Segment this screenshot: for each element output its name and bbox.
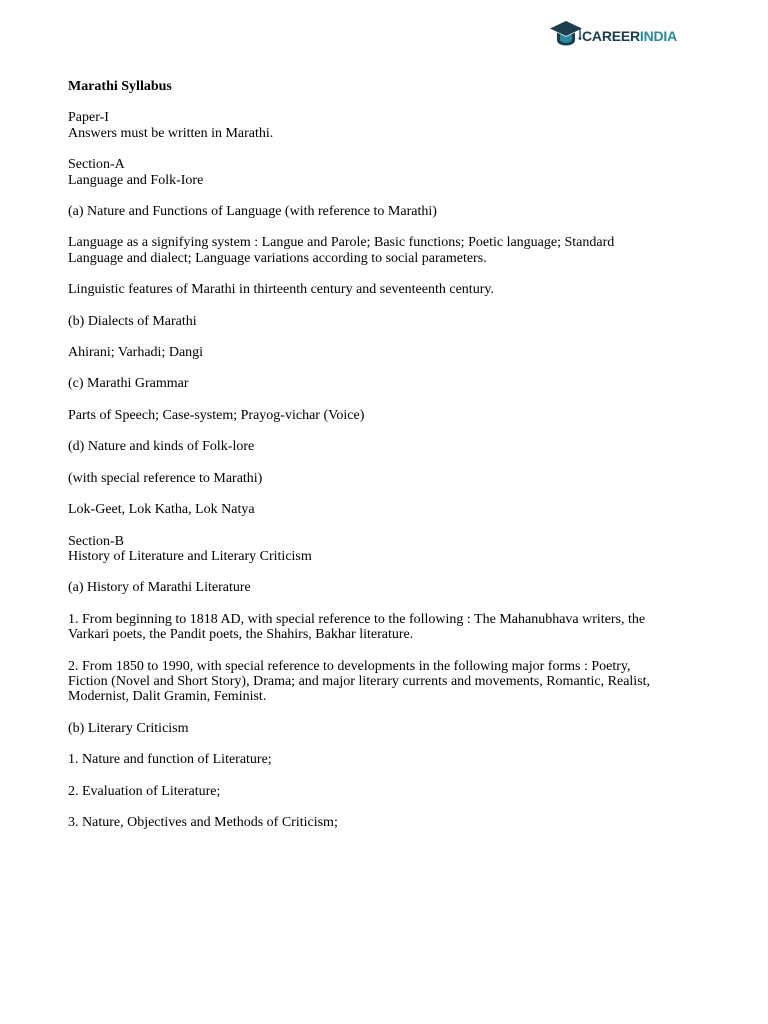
history-heading: (a) History of Marathi Literature bbox=[68, 580, 251, 596]
dialects-heading: (b) Dialects of Marathi bbox=[68, 313, 197, 329]
grammar-heading: (c) Marathi Grammar bbox=[68, 376, 189, 392]
linguistic-features-text: Linguistic features of Marathi in thirteenth century and seventeenth century. bbox=[68, 282, 494, 298]
section-b-heading: Section-B bbox=[68, 533, 124, 549]
graduation-cap-icon bbox=[548, 19, 584, 49]
criticism-heading: (b) Literary Criticism bbox=[68, 720, 189, 736]
careerindia-logo bbox=[548, 19, 677, 49]
dialects-list: Ahirani; Varhadi; Dangi bbox=[68, 345, 204, 361]
folklore-reference: (with special reference to Marathi) bbox=[68, 470, 263, 486]
criticism-item-2: 2. Evaluation of Literature; bbox=[68, 783, 221, 799]
document-body bbox=[68, 79, 668, 846]
logo-wordmark bbox=[582, 29, 677, 43]
paper-block bbox=[68, 110, 668, 141]
section-a-subheading: Language and Folk-Iore bbox=[68, 172, 204, 188]
paper-label: Paper-I bbox=[68, 110, 109, 126]
history-item-2: 2. From 1850 to 1990, with special reference to developments in the following major forms : Poetry, Fiction (Novel and Short Story), Drama; and major literary currents and movements, Romantic, Realist, Modernist, Dalit Gramin, Feminist. bbox=[68, 658, 651, 705]
section-a-heading-block bbox=[68, 157, 668, 188]
criticism-item-3: 3. Nature, Objectives and Methods of Criticism; bbox=[68, 814, 338, 830]
section-b-heading-block bbox=[68, 534, 668, 565]
logo-text-india: INDIA bbox=[639, 28, 678, 44]
grammar-list: Parts of Speech; Case-system; Prayog-vichar (Voice) bbox=[68, 407, 365, 423]
history-item-1: 1. From beginning to 1818 AD, with special reference to the following : The Mahanubhava writers, the Varkari poets, the Pandit poets, the Shahirs, Bakhar literature. bbox=[68, 611, 646, 643]
logo-text-career: CAREER bbox=[582, 28, 640, 44]
folklore-list: Lok-Geet, Lok Katha, Lok Natya bbox=[68, 502, 255, 518]
section-b-subheading: History of Literature and Literary Criticism bbox=[68, 548, 312, 564]
criticism-item-1: 1. Nature and function of Literature; bbox=[68, 752, 272, 768]
instruction-text: Answers must be written in Marathi. bbox=[68, 125, 274, 141]
signifying-system-text: Language as a signifying system : Langue and Parole; Basic functions; Poetic language; Standard Language and dialect; Language variations according to social parameters. bbox=[68, 235, 615, 266]
document-title: Marathi Syllabus bbox=[68, 79, 172, 94]
section-a-heading: Section-A bbox=[68, 157, 125, 173]
folklore-heading: (d) Nature and kinds of Folk-lore bbox=[68, 439, 255, 455]
nature-functions-heading: (a) Nature and Functions of Language (with reference to Marathi) bbox=[68, 204, 437, 220]
